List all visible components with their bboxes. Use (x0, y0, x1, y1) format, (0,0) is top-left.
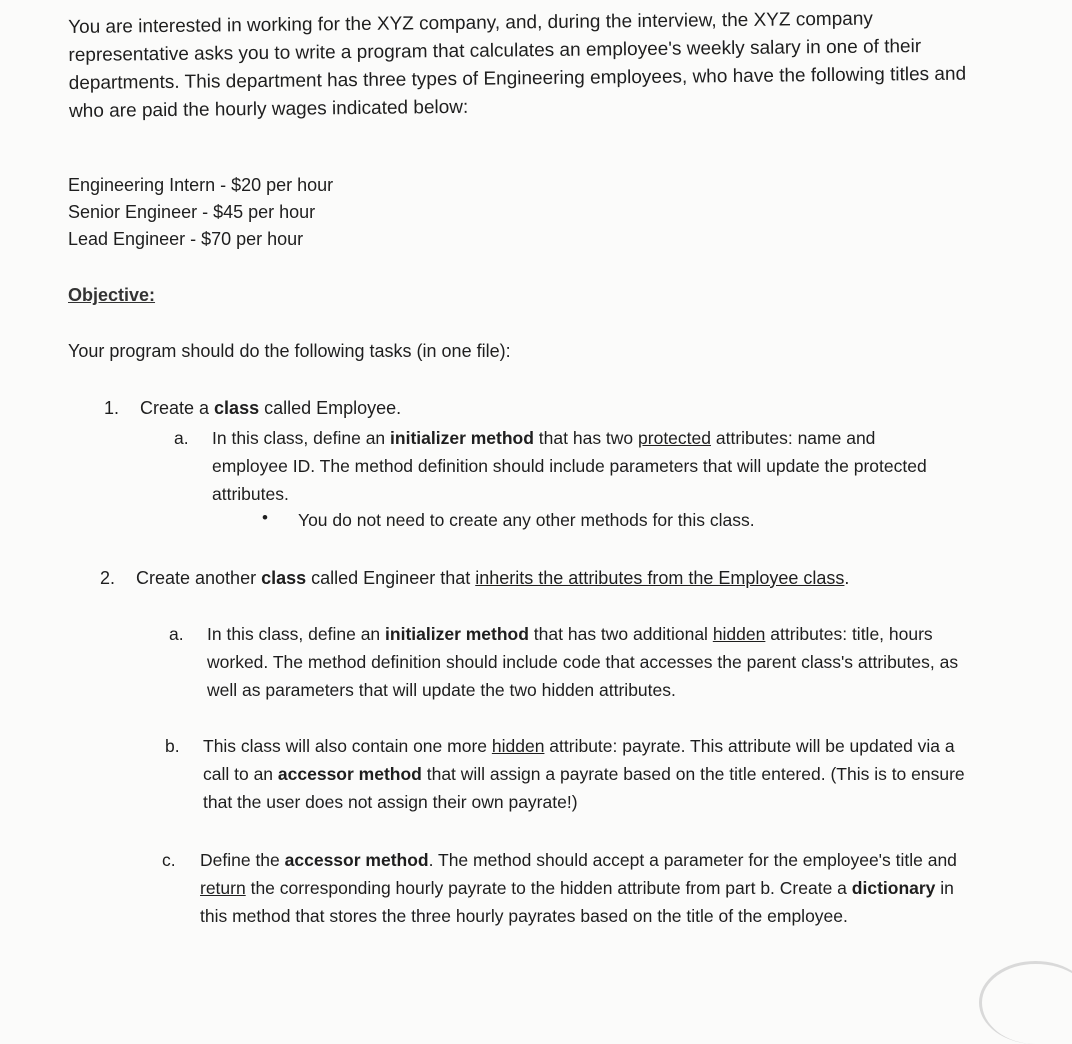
task-2c-text: Define the accessor method. The method should accept a parameter for the employee's title and return the corresponding hourly payrate to the hidden attribute from part b. Create a dictionary in this method that stores the three hourly payrates based on the title of the employee. (200, 850, 957, 926)
task-2b-text: This class will also contain one more hidden attribute: payrate. This attribute will be updated via a call to an accessor method that will assign a payrate based on the title entered. (This is to ensure that the user does not assign their own payrate!) (203, 736, 965, 812)
task-2a-letter: a. (169, 624, 184, 644)
task-2-number: 2. (100, 568, 116, 588)
task-1-number: 1. (104, 398, 120, 418)
task-2c (162, 846, 970, 930)
task-1a-note: You do not need to create any other methods for this class. (298, 510, 755, 530)
task-2b-letter: b. (165, 736, 180, 756)
wage-senior: Senior Engineer - $45 per hour (68, 202, 316, 222)
task-2a-text: In this class, define an initializer method that has two additional hidden attributes: title, hours worked. The method definition should include code that accesses the parent class's attributes, as well as parameters that will update the two hidden attributes. (207, 624, 959, 700)
page-curl-decoration (979, 961, 1072, 1044)
objective-heading: Objective: (68, 285, 156, 305)
task-2b (165, 732, 973, 816)
wage-lead: Lead Engineer - $70 per hour (68, 229, 304, 249)
bullet-icon: • (262, 508, 268, 527)
tasks-intro: Your program should do the following tasks (in one file): (68, 341, 511, 361)
intro-paragraph: You are interested in working for the XYZ company, and, during the interview, the XYZ company representative asks you to write a program that calculates an employee's weekly salary in one of their departments. This department has three types of Engineering employees, who have the following titles and who are paid the hourly wages indicated below: (68, 8, 967, 122)
task-2a (169, 620, 967, 704)
wage-list (68, 172, 333, 253)
task-1a-text: In this class, define an initializer method that has two protected attributes: name and employee ID. The method definition should include parameters that will update the protected attributes. (212, 428, 927, 504)
task-2c-letter: c. (162, 850, 176, 870)
wage-intern: Engineering Intern - $20 per hour (68, 175, 334, 195)
task-1-text: Create a class called Employee. (140, 398, 402, 418)
task-1a (174, 424, 952, 508)
task-1a-letter: a. (174, 428, 189, 448)
task-2-text: Create another class called Engineer that inherits the attributes from the Employee class. (136, 568, 850, 588)
